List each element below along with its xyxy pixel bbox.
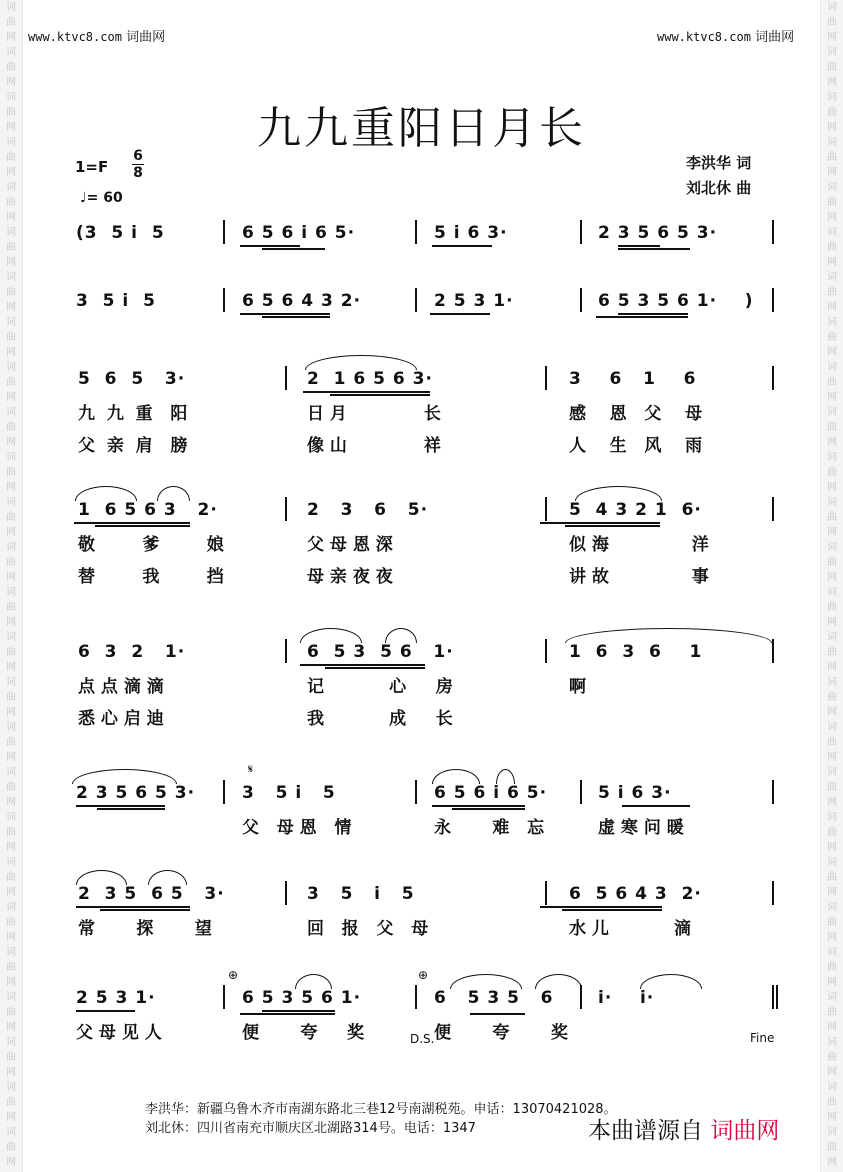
beam-underline bbox=[95, 525, 190, 527]
right-watermark-strip: 词 曲 网 词 曲 网 词 曲 网 词 曲 网 词 曲 网 词 曲 网 词 曲 网 词 曲 网 词 曲 网 词 曲 网 词 曲 网 词 曲 网 词 曲 网 词 曲 网 词 曲 网 词 曲 网 词 曲 网 词 曲 网 词 曲 网 词 曲 网 词 曲 网 词 曲 网 词 曲 网 词 曲 网 词 曲 网 词 曲 网 bbox=[820, 0, 843, 1172]
slur-arc bbox=[496, 769, 515, 784]
beam-underline bbox=[74, 522, 190, 524]
beam-underline bbox=[565, 525, 660, 527]
slur-arc bbox=[575, 486, 662, 501]
barline bbox=[223, 288, 225, 312]
measure-notes: 6 5 6 i 6 5· bbox=[434, 783, 548, 803]
slur-arc bbox=[157, 486, 190, 501]
barline bbox=[772, 780, 774, 804]
source-brand: 词曲网 bbox=[710, 1118, 780, 1144]
beam-underline bbox=[303, 391, 430, 393]
lyric-line-1: 感 恩 父 母 bbox=[569, 404, 703, 424]
measure-notes: 1 6 3 6 1 bbox=[569, 642, 703, 662]
measure-notes: 5 6 5 3· bbox=[78, 369, 186, 389]
time-numerator: 6 bbox=[133, 148, 143, 164]
barline bbox=[223, 985, 225, 1009]
left-watermark-strip: 词 曲 网 词 曲 网 词 曲 网 词 曲 网 词 曲 网 词 曲 网 词 曲 网 词 曲 网 词 曲 网 词 曲 网 词 曲 网 词 曲 网 词 曲 网 词 曲 网 词 曲 网 词 曲 网 词 曲 网 词 曲 网 词 曲 网 词 曲 网 词 曲 网 词 曲 网 词 曲 网 词 曲 网 词 曲 网 词 曲 网 bbox=[0, 0, 23, 1172]
slur-arc bbox=[295, 974, 332, 989]
beam-underline bbox=[618, 245, 660, 247]
header-left bbox=[28, 26, 165, 45]
measure-notes: 3 5 i 5 bbox=[242, 783, 336, 803]
measure-notes: 3 6 1 6 bbox=[569, 369, 697, 389]
lyric-line-1: 永 难 忘 bbox=[434, 818, 545, 838]
beam-underline bbox=[622, 805, 690, 807]
lyric-line-1: 回 报 父 母 bbox=[307, 919, 429, 939]
time-signature bbox=[132, 148, 144, 181]
lyricist: 李洪华 词 bbox=[686, 154, 752, 172]
lyric-line-1: 父 母 恩 深 bbox=[307, 535, 393, 555]
slur-arc bbox=[385, 628, 417, 643]
lyric-line-1: 父 母 见 人 bbox=[76, 1023, 162, 1043]
beam-underline bbox=[97, 808, 165, 810]
beam-underline bbox=[262, 248, 325, 250]
beam-underline bbox=[325, 667, 425, 669]
lyric-line-2: 母 亲 夜 夜 bbox=[307, 567, 393, 587]
barline bbox=[285, 497, 287, 521]
source-prefix: 本曲谱源自 bbox=[588, 1118, 703, 1144]
lyric-line-1: 便 夸 奖 bbox=[242, 1023, 365, 1043]
slur-arc bbox=[300, 628, 362, 643]
quarter-note-icon: ♩ bbox=[80, 190, 87, 206]
slur-arc bbox=[640, 974, 702, 989]
beam-underline bbox=[470, 1013, 525, 1015]
beam-underline bbox=[76, 906, 190, 908]
beam-underline bbox=[240, 245, 300, 247]
beam-underline bbox=[300, 664, 425, 666]
composer: 刘北休 曲 bbox=[686, 179, 752, 197]
beam-underline bbox=[618, 248, 690, 250]
barline bbox=[415, 780, 417, 804]
measure-notes: 2 3 5 6 5 3· bbox=[78, 884, 225, 904]
tempo-marking bbox=[80, 190, 123, 206]
source-credit bbox=[588, 1112, 779, 1145]
tempo-value: = 60 bbox=[86, 190, 123, 206]
slur-arc bbox=[565, 628, 772, 643]
lyric-line-1: 常 探 望 bbox=[78, 919, 212, 939]
lyric-line-1: 啊 bbox=[569, 677, 586, 697]
segno-icon: 𝄋 bbox=[248, 762, 254, 776]
song-title: 九九重阳日月长 bbox=[257, 103, 586, 154]
measure-notes: 2 1 6 5 6 3· bbox=[307, 369, 433, 389]
barline bbox=[772, 985, 774, 1009]
barline bbox=[223, 220, 225, 244]
contact-lyricist: 李洪华：新疆乌鲁木齐市南湖东路北三巷12号南湖税苑。申话：13070421028。 bbox=[145, 1102, 617, 1117]
beam-underline bbox=[596, 316, 688, 318]
beam-underline bbox=[262, 316, 330, 318]
beam-underline bbox=[240, 1013, 335, 1015]
beam-underline bbox=[432, 805, 525, 807]
lyric-line-2: 像 山 祥 bbox=[307, 436, 441, 456]
header-right bbox=[657, 26, 794, 45]
lyric-line-1: 点 点 滴 滴 bbox=[78, 677, 164, 697]
header-url: www.ktvc8.com bbox=[657, 30, 751, 44]
measure-notes: 5 i 6 3· bbox=[598, 783, 672, 803]
lyric-line-1: 九 九 重 阳 bbox=[78, 404, 188, 424]
slur-arc bbox=[72, 769, 177, 784]
coda-icon: ⊕ bbox=[418, 968, 429, 982]
lyric-line-1: 记 心 房 bbox=[307, 677, 453, 697]
lyric-line-2: 父 亲 肩 膀 bbox=[78, 436, 188, 456]
lyric-line-1: 日 月 长 bbox=[307, 404, 441, 424]
header-site: 词曲网 bbox=[126, 30, 166, 45]
beam-underline bbox=[540, 906, 662, 908]
slur-arc bbox=[535, 974, 582, 989]
barline bbox=[223, 780, 225, 804]
slur-arc bbox=[432, 769, 480, 784]
barline bbox=[580, 220, 582, 244]
barline bbox=[580, 780, 582, 804]
measure-notes: 6 5 3 5 6 bbox=[434, 988, 554, 1008]
measure-notes: 1 6 5 6 3 2· bbox=[78, 500, 218, 520]
slur-arc bbox=[75, 486, 137, 501]
measure-notes: 3 5 i 5 bbox=[76, 291, 156, 311]
key-signature: 1=F bbox=[75, 158, 109, 176]
beam-underline bbox=[100, 909, 190, 911]
measure-notes: 6 5 3 5 6 1· bbox=[307, 642, 454, 662]
fine-mark: Fine bbox=[750, 1031, 775, 1045]
barline bbox=[545, 366, 547, 390]
measure-notes: i· i· bbox=[598, 988, 655, 1008]
beam-underline bbox=[452, 808, 525, 810]
measure-notes: 6 5 6 4 3 2· bbox=[242, 291, 362, 311]
barline bbox=[772, 288, 774, 312]
measure-notes: 5 4 3 2 1 6· bbox=[569, 500, 702, 520]
measure-notes: 2 3 5 6 5 3· bbox=[598, 223, 718, 243]
header-site: 词曲网 bbox=[755, 30, 795, 45]
barline bbox=[772, 366, 774, 390]
beam-underline bbox=[330, 394, 430, 396]
barline bbox=[545, 639, 547, 663]
beam-underline bbox=[430, 313, 490, 315]
slur-arc bbox=[148, 870, 187, 885]
lyric-line-2: 讲 故 事 bbox=[569, 567, 709, 587]
final-barline bbox=[776, 985, 778, 1009]
lyric-line-1: 敬 爹 娘 bbox=[78, 535, 224, 555]
barline bbox=[285, 639, 287, 663]
lyric-line-2: 悉 心 启 迪 bbox=[78, 709, 164, 729]
measure-notes: 6 5 3 5 6 1· ) bbox=[598, 291, 754, 311]
beam-underline bbox=[240, 313, 330, 315]
barline bbox=[545, 497, 547, 521]
contact-composer: 刘北休：四川省南充市顺庆区北湖路314号。电话：1347 bbox=[145, 1121, 476, 1136]
barline bbox=[415, 288, 417, 312]
barline bbox=[415, 220, 417, 244]
time-denominator: 8 bbox=[133, 165, 143, 181]
measure-notes: 2 3 6 5· bbox=[307, 500, 429, 520]
measure-notes: 2 3 5 6 5 3· bbox=[76, 783, 196, 803]
barline bbox=[580, 288, 582, 312]
beam-underline bbox=[618, 313, 688, 315]
measure-notes: 2 5 3 1· bbox=[434, 291, 514, 311]
measure-notes: 6 5 3 5 6 1· bbox=[242, 988, 362, 1008]
measure-notes: 6 5 6 i 6 5· bbox=[242, 223, 356, 243]
measure-notes: 5 i 6 3· bbox=[434, 223, 508, 243]
beam-underline bbox=[76, 805, 165, 807]
measure-notes: 2 5 3 1· bbox=[76, 988, 156, 1008]
lyric-line-1: 父 母 恩 情 bbox=[242, 818, 352, 838]
beam-underline bbox=[540, 522, 660, 524]
measure-notes: 3 5 i 5 bbox=[307, 884, 415, 904]
beam-underline bbox=[76, 1010, 135, 1012]
beam-underline bbox=[262, 1010, 335, 1012]
measure-notes: 6 5 6 4 3 2· bbox=[569, 884, 702, 904]
lyric-line-2: 人 生 风 雨 bbox=[569, 436, 703, 456]
lyric-line-2: 替 我 挡 bbox=[78, 567, 224, 587]
barline bbox=[285, 881, 287, 905]
barline bbox=[772, 881, 774, 905]
beam-underline bbox=[432, 245, 492, 247]
coda-icon: ⊕ bbox=[228, 968, 239, 982]
barline bbox=[415, 985, 417, 1009]
lyric-line-1: 水 儿 滴 bbox=[569, 919, 692, 939]
slur-arc bbox=[450, 974, 522, 989]
barline bbox=[772, 639, 774, 663]
measure-notes: (3 5 i 5 bbox=[76, 223, 165, 243]
dal-segno-mark: D.S. bbox=[410, 1032, 435, 1046]
barline bbox=[772, 220, 774, 244]
lyric-line-1: 似 海 洋 bbox=[569, 535, 709, 555]
lyric-line-2: 我 成 长 bbox=[307, 709, 453, 729]
lyric-line-1: 便 夸 奖 bbox=[434, 1023, 568, 1043]
barline bbox=[545, 881, 547, 905]
slur-arc bbox=[305, 355, 417, 370]
measure-notes: 6 3 2 1· bbox=[78, 642, 186, 662]
lyric-line-1: 虚 寒 问 暖 bbox=[598, 818, 684, 838]
beam-underline bbox=[562, 909, 662, 911]
slur-arc bbox=[76, 870, 127, 885]
barline bbox=[772, 497, 774, 521]
barline bbox=[285, 366, 287, 390]
header-url: www.ktvc8.com bbox=[28, 30, 122, 44]
